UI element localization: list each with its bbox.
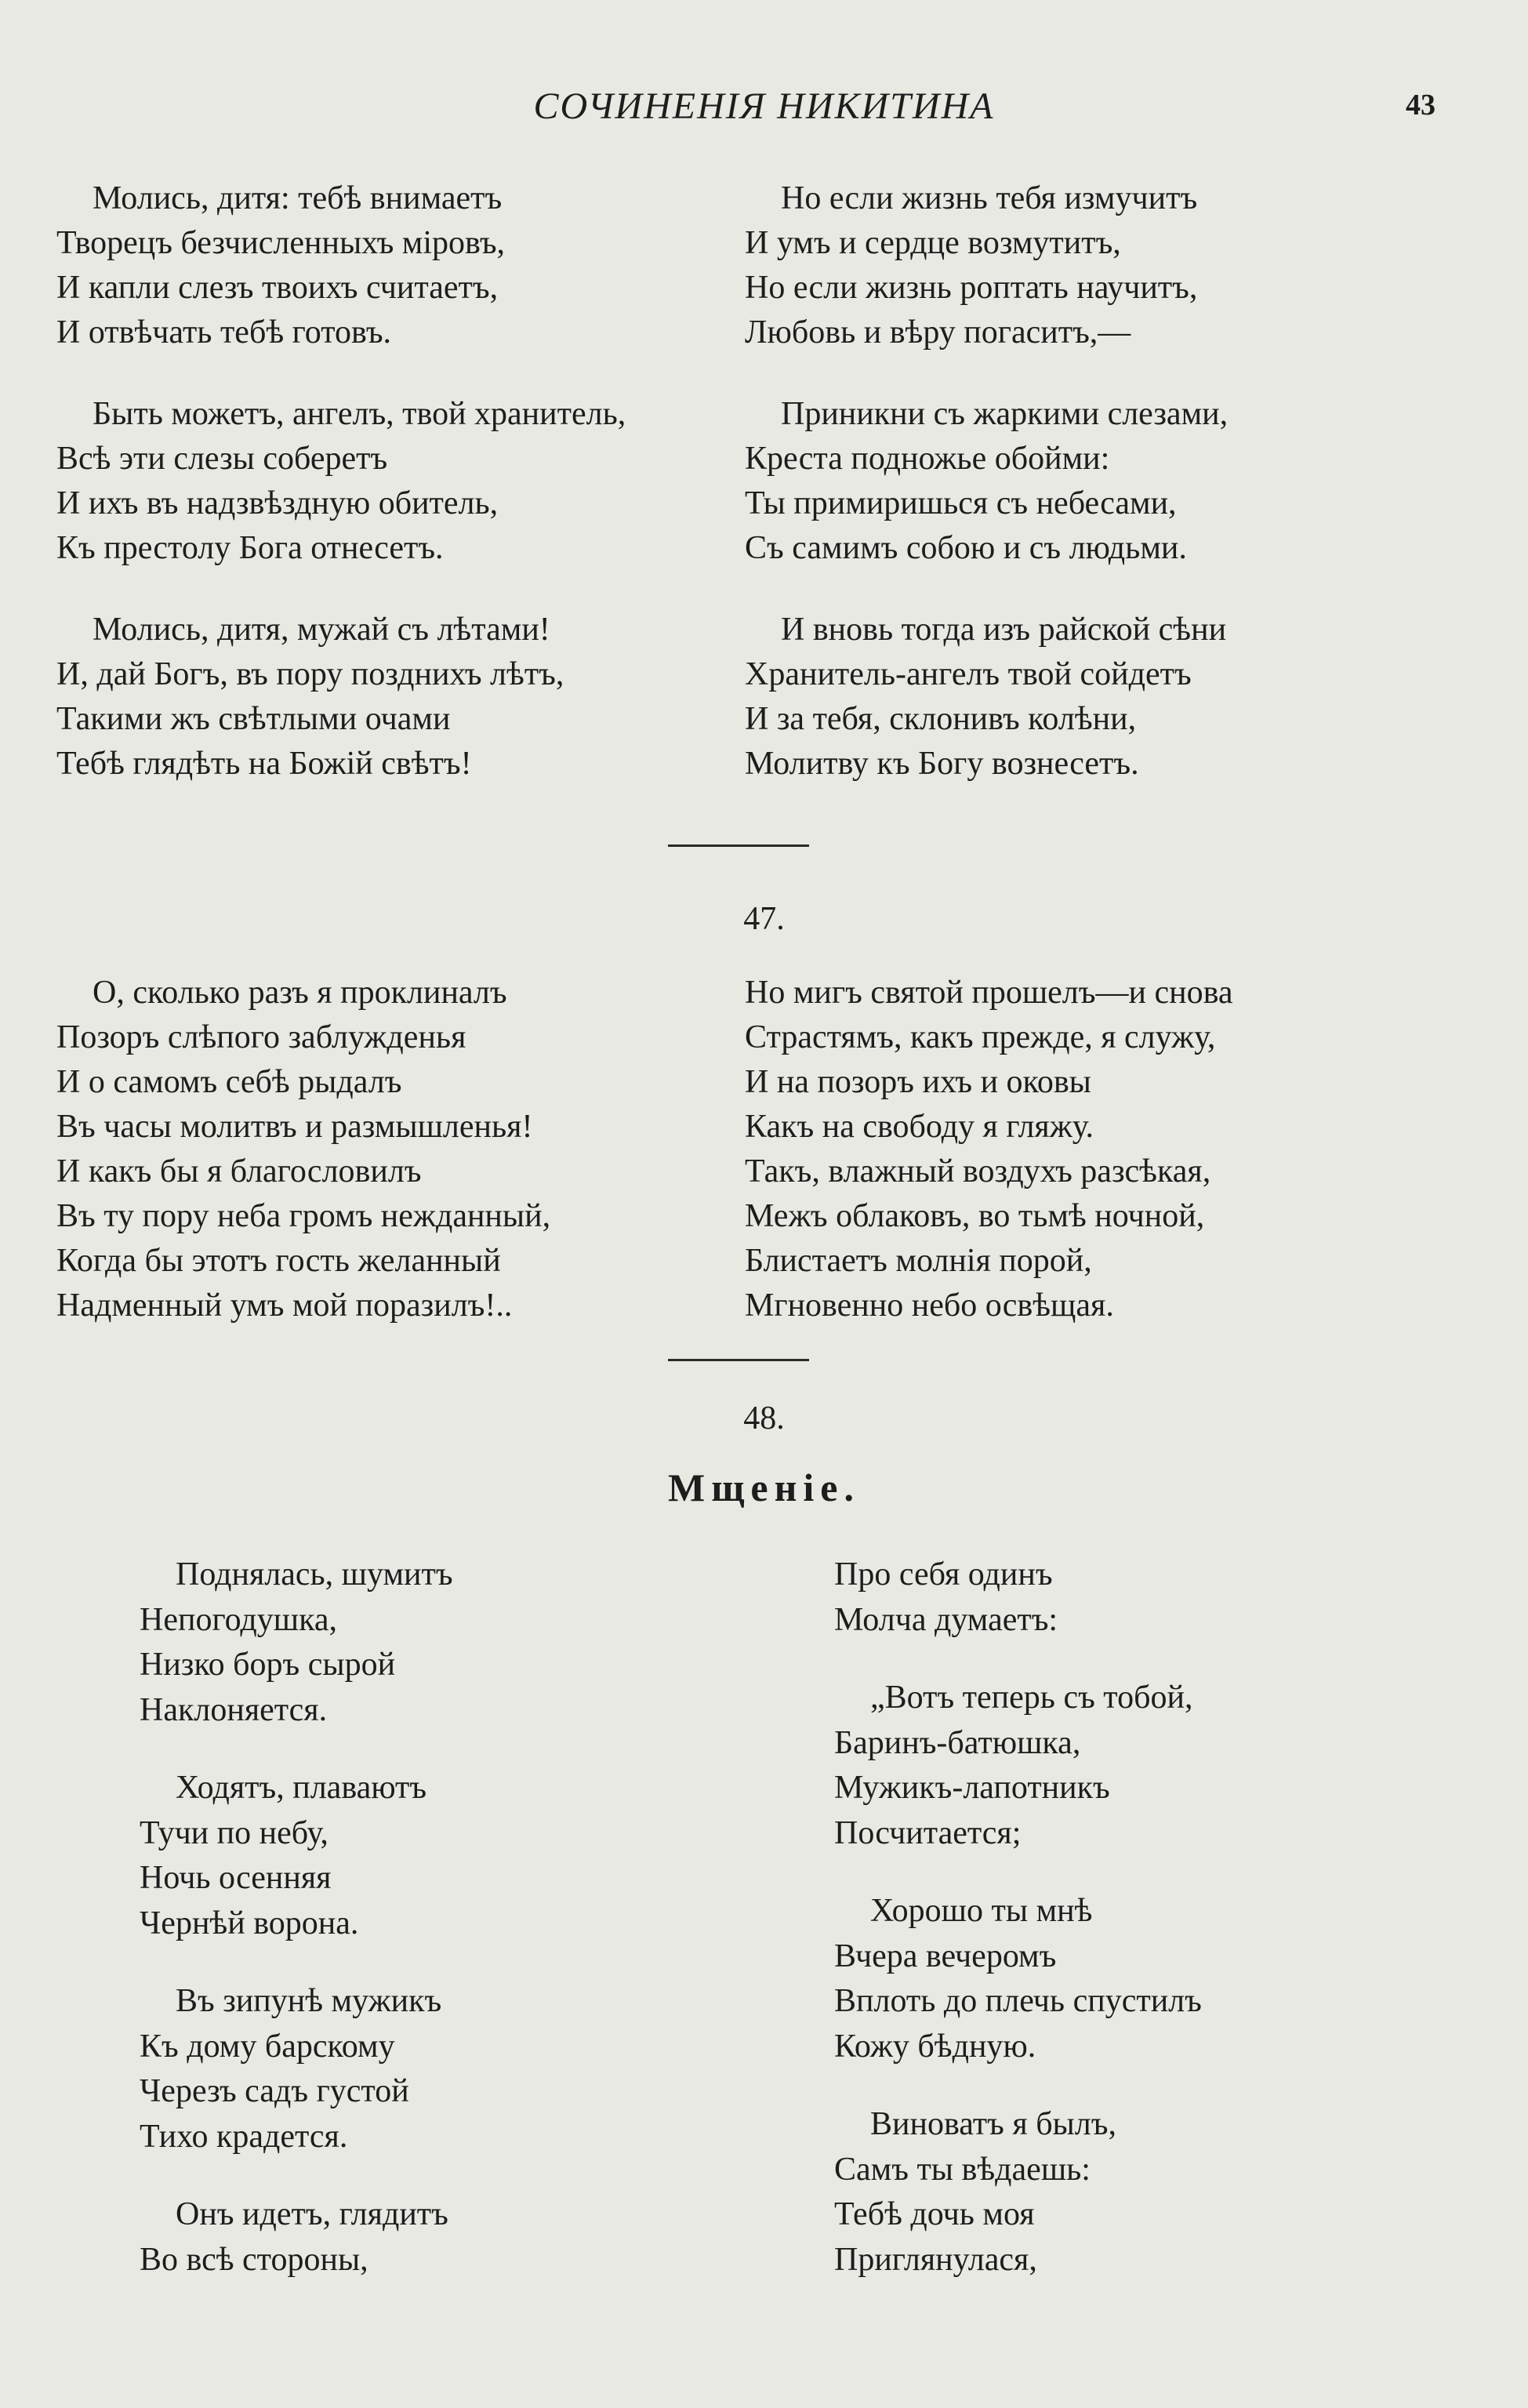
verse-line: И вновь тогда изъ райской сѣни <box>781 612 1227 648</box>
verse-line: Съ самимъ собою и съ людьми. <box>745 530 1187 566</box>
stanza <box>56 392 626 571</box>
verse-line: Посчитается; <box>834 1814 1022 1851</box>
running-title: СОЧИНЕНІЯ НИКИТИНА <box>533 85 995 127</box>
verse-line: Низко боръ сырой <box>140 1647 396 1683</box>
verse-line: Ты примиришься съ небесами, <box>745 485 1177 521</box>
poem-47-right-column <box>745 971 1233 1328</box>
verse-line: Какъ на свободу я гляжу. <box>745 1109 1094 1145</box>
poem-48-left-column <box>140 1553 453 2315</box>
verse-line: Онъ идетъ, глядитъ <box>176 2196 448 2232</box>
verse-line: Приникни съ жаркими слезами, <box>781 396 1229 432</box>
verse-line: Тихо крадется. <box>140 2118 348 2155</box>
section-divider <box>668 1359 809 1361</box>
verse-line: Позоръ слѣпого заблужденья <box>56 1019 466 1055</box>
verse-line: Межъ облаковъ, во тьмѣ ночной, <box>745 1198 1205 1234</box>
verse-line: Молча думаетъ: <box>834 1601 1058 1638</box>
verse-line: Надменный умъ мой поразилъ!.. <box>56 1288 513 1324</box>
stanza <box>140 2192 453 2283</box>
verse-line: Непогодушка, <box>140 1601 338 1638</box>
stanza <box>745 608 1228 786</box>
verse-line: И о самомъ себѣ рыдалъ <box>56 1064 402 1100</box>
verse-line: Молись, дитя: тебѣ внимаетъ <box>93 180 503 216</box>
verse-line: Вплоть до плечь спустилъ <box>834 1983 1202 2019</box>
verse-line: Страстямъ, какъ прежде, я служу, <box>745 1019 1216 1055</box>
poem-47-left-column <box>56 971 550 1328</box>
stanza <box>140 1766 453 1946</box>
verse-line: Къ престолу Бога отнесетъ. <box>56 530 444 566</box>
verse-line: Баринъ-батюшка, <box>834 1724 1081 1761</box>
stanza <box>834 2102 1202 2283</box>
verse-line: Вчера вечеромъ <box>834 1938 1057 1974</box>
stanza <box>140 1553 453 1733</box>
verse-line: Молитву къ Богу вознесетъ. <box>745 746 1139 782</box>
verse-line: Хорошо ты мнѣ <box>870 1893 1093 1929</box>
poem-number-47: 47. <box>743 901 785 937</box>
stanza <box>140 1979 453 2159</box>
stanza <box>56 608 626 786</box>
verse-line: Въ зипунѣ мужикъ <box>176 1983 442 2019</box>
verse-line: Быть можетъ, ангелъ, твой хранитель, <box>93 396 626 432</box>
verse-line: Наклоняется. <box>140 1691 328 1728</box>
verse-line: И на позоръ ихъ и оковы <box>745 1064 1091 1100</box>
verse-line: Хранитель-ангелъ твой сойдетъ <box>745 656 1192 692</box>
verse-line: „Вотъ теперь съ тобой, <box>870 1680 1193 1716</box>
stanza <box>745 392 1228 571</box>
verse-line: Блистаетъ молнія порой, <box>745 1243 1092 1279</box>
verse-line: Самъ ты вѣдаешь: <box>834 2151 1091 2188</box>
stanza <box>56 176 626 355</box>
verse-line: Кожу бѣдную. <box>834 2028 1036 2065</box>
verse-line: Къ дому барскому <box>140 2028 395 2065</box>
verse-line: Креста подножье обойми: <box>745 441 1110 477</box>
verse-line: И умъ и сердце возмутитъ, <box>745 225 1121 261</box>
verse-line: И ихъ въ надзвѣздную обитель, <box>56 485 499 521</box>
verse-line: И капли слезъ твоихъ считаетъ, <box>56 270 499 306</box>
verse-line: Черезъ садъ густой <box>140 2073 409 2109</box>
poem-number-48: 48. <box>743 1400 785 1436</box>
stanza <box>834 1889 1202 2069</box>
verse-line: Когда бы этотъ гость желанный <box>56 1243 501 1279</box>
verse-line: Любовь и вѣру погаситъ,— <box>745 314 1131 350</box>
page-number: 43 <box>1406 89 1435 122</box>
verse-line: Но если жизнь роптать научитъ, <box>745 270 1198 306</box>
verse-line: Мужикъ-лапотникъ <box>834 1770 1110 1806</box>
verse-line: Во всѣ стороны, <box>140 2241 368 2278</box>
verse-line: Всѣ эти слезы соберетъ <box>56 441 388 477</box>
verse-line: Ходятъ, плаваютъ <box>176 1770 427 1806</box>
stanza <box>834 1676 1202 1856</box>
verse-line: И какъ бы я благословилъ <box>56 1153 422 1189</box>
stanza <box>834 1553 1202 1643</box>
poem-top-right-column <box>745 176 1228 823</box>
verse-line: Такими жъ свѣтлыми очами <box>56 701 451 737</box>
verse-line: Въ часы молитвъ и размышленья! <box>56 1109 533 1145</box>
verse-line: Про себя одинъ <box>834 1556 1053 1593</box>
verse-line: Молись, дитя, мужай съ лѣтами! <box>93 612 550 648</box>
verse-line: Поднялась, шумитъ <box>176 1556 453 1593</box>
poem-48-right-column <box>834 1553 1202 2315</box>
section-divider <box>668 844 809 847</box>
poem-title: Мщеніе. <box>668 1466 860 1509</box>
verse-line: Такъ, влажный воздухъ разсѣкая, <box>745 1153 1211 1189</box>
verse-line: Но мигъ святой прошелъ—и снова <box>745 975 1233 1011</box>
verse-line: Чернѣй ворона. <box>140 1905 359 1941</box>
verse-line: И за тебя, склонивъ колѣни, <box>745 701 1137 737</box>
verse-line: О, сколько разъ я проклиналъ <box>93 975 507 1011</box>
verse-line: Тебѣ глядѣть на Божій свѣтъ! <box>56 746 472 782</box>
stanza <box>745 176 1228 355</box>
verse-line: Ночь осенняя <box>140 1860 332 1896</box>
verse-line: Виноватъ я былъ, <box>870 2106 1116 2142</box>
verse-line: И отвѣчать тебѣ готовъ. <box>56 314 392 350</box>
verse-line: И, дай Богъ, въ пору позднихъ лѣтъ, <box>56 656 564 692</box>
verse-line: Но если жизнь тебя измучитъ <box>781 180 1198 216</box>
verse-line: Творецъ безчисленныхъ міровъ, <box>56 225 506 261</box>
verse-line: Мгновенно небо освѣщая. <box>745 1288 1114 1324</box>
verse-line: Тучи по небу, <box>140 1814 328 1851</box>
poem-top-left-column <box>56 176 626 823</box>
verse-line: Тебѣ дочь моя <box>834 2196 1035 2232</box>
verse-line: Приглянулася, <box>834 2241 1037 2278</box>
verse-line: Въ ту пору неба громъ нежданный, <box>56 1198 551 1234</box>
